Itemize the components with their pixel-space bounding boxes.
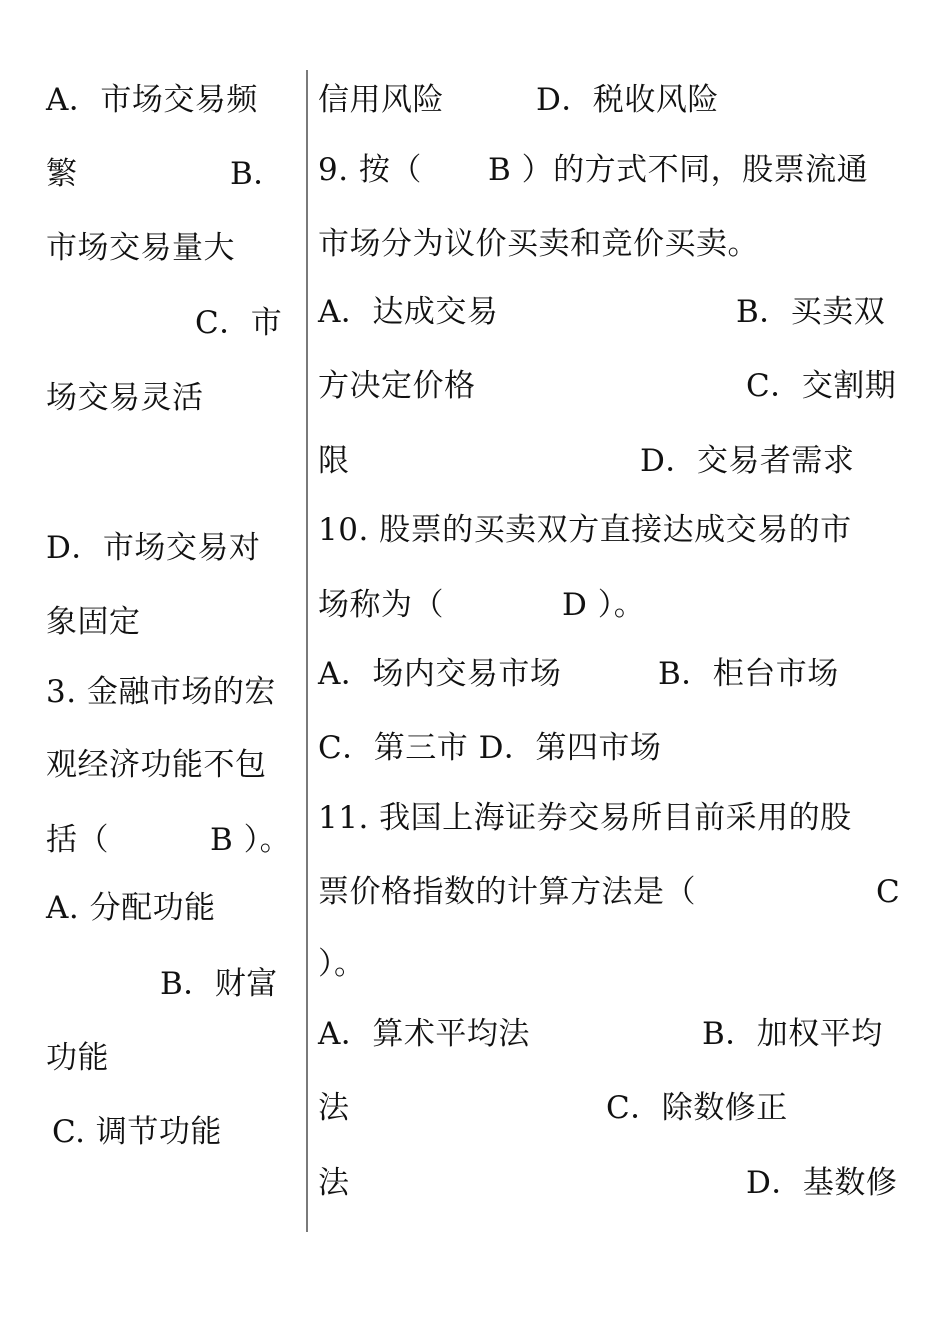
- right-line: B．柜台市场: [658, 656, 839, 692]
- right-line: 法: [318, 1090, 350, 1126]
- right-line: D．税收风险: [536, 82, 719, 118]
- right-line: A．算术平均法: [318, 1016, 530, 1052]
- left-line: D．市场交易对: [46, 530, 261, 566]
- right-line: 信用风险: [318, 82, 444, 118]
- right-line: D．基数修: [746, 1165, 898, 1201]
- right-line: C．第三市 D．第四市场: [318, 730, 662, 766]
- right-line: A．场内交易市场: [318, 656, 562, 692]
- right-line: D．交易者需求: [640, 443, 855, 479]
- left-line: 括（: [46, 822, 109, 858]
- right-line: B．加权平均: [702, 1016, 883, 1052]
- left-line: 象固定: [46, 604, 141, 640]
- left-line: B．: [230, 156, 285, 192]
- question-3-stem: 3. 金融市场的宏: [46, 674, 276, 710]
- question-9-stem: 9. 按（: [318, 152, 422, 188]
- column-divider: [306, 70, 308, 1232]
- right-line: 票价格指数的计算方法是（: [318, 874, 696, 910]
- left-line: 功能: [46, 1040, 109, 1076]
- left-line: 市场交易量大: [46, 230, 235, 266]
- right-line: 市场分为议价买卖和竞价买卖。: [318, 226, 759, 262]
- question-11-stem: 11. 我国上海证券交易所目前采用的股: [318, 800, 852, 836]
- right-line: 限: [318, 443, 350, 479]
- left-line: 场交易灵活: [46, 380, 204, 416]
- question-10-answer: D ）。: [562, 587, 646, 623]
- question-9-answer: B ）的方式不同，股票流通: [488, 152, 869, 188]
- left-line: A. 分配功能: [46, 890, 216, 926]
- right-line: 法: [318, 1165, 350, 1201]
- left-line: 观经济功能不包: [46, 747, 267, 783]
- right-line: C．交割期: [746, 368, 897, 404]
- left-line: C. 调节功能: [52, 1114, 222, 1150]
- right-line: ）。: [318, 946, 366, 982]
- left-line: B．财富: [160, 966, 278, 1002]
- left-line: A．市场交易频: [46, 82, 258, 118]
- right-line: C．除数修正: [606, 1090, 788, 1126]
- left-line: 繁: [46, 156, 78, 192]
- right-line: 场称为（: [318, 587, 444, 623]
- right-line: A．达成交易: [318, 294, 499, 330]
- question-3-answer: B ）。: [210, 822, 292, 858]
- question-11-answer: C: [876, 874, 901, 910]
- question-10-stem: 10. 股票的买卖双方直接达成交易的市: [318, 512, 852, 548]
- right-line: B．买卖双: [736, 294, 886, 330]
- left-line: C．市: [195, 305, 283, 341]
- right-line: 方决定价格: [318, 368, 476, 404]
